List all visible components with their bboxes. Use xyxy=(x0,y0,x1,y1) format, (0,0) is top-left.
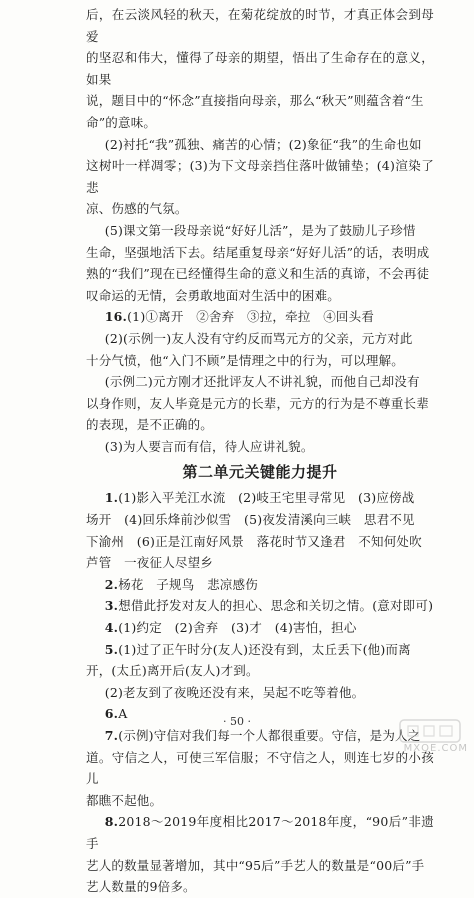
text-line: 生命，坚强地活下去。结尾重复母亲“好好儿活”的话，表明成 xyxy=(86,244,430,260)
text-line: 开，(太丘)离开后(友人)才到。 xyxy=(86,663,259,679)
text-line xyxy=(86,574,434,596)
answer-text: 想借此抒发对友人的担心、思念和关切之情。(意对即可) xyxy=(118,598,434,614)
text-line: 芦管 一夜征人尽望乡 xyxy=(86,555,214,571)
page-number: · 50 · xyxy=(223,715,251,728)
answer-block-unit-one xyxy=(86,4,434,457)
text-line: (3)为人要言而有信，待人应讲礼貌。 xyxy=(104,438,314,454)
text-line xyxy=(86,595,434,617)
text-line: 凉、伤感的气氛。 xyxy=(86,201,188,217)
question-number: 8. xyxy=(104,814,119,830)
text-line: 这树叶一样凋零；(3)为下文母亲挡住落叶做铺垫；(4)渲染了悲 xyxy=(86,158,434,195)
question-number: 7. xyxy=(104,728,119,743)
answer-text: 杨花 子规鸟 悲凉感伤 xyxy=(118,576,258,592)
watermark-logo xyxy=(392,716,470,756)
answer-block-unit-two xyxy=(86,487,434,897)
answer-text: (1)①离开 ②舍弃 ③拉，牵拉 ④回头看 xyxy=(127,309,375,325)
text-line: 场开 (4)回乐烽前沙似雪 (5)夜发清溪向三峡 思君不见 xyxy=(86,512,415,528)
watermark-text: MXQE.COM xyxy=(403,743,468,754)
section-heading: 第二单元关键能力提升 xyxy=(182,463,338,482)
text-line xyxy=(86,639,434,661)
text-line: 后，在云淡风轻的秋天，在菊花绽放的时节，才真正体会到母爱 xyxy=(86,7,434,44)
question-number: 6. xyxy=(104,706,119,722)
text-line: 道。守信之人，可使三军信服；不守信之人，则连七岁的小孩儿 xyxy=(86,749,434,787)
text-line: 都瞧不起他。 xyxy=(86,792,163,808)
question-number: 5. xyxy=(104,641,119,657)
text-line: (2)衬托“我”孤独、痛苦的心情；(2)象征“我”的生命也如 xyxy=(104,136,422,152)
answer-text: 2018～2019年度相比2017～2018年度，“90后”非遗手 xyxy=(86,814,434,851)
text-line: (2)(示例一)友人没有守约反而骂元方的父亲，元方对此 xyxy=(104,330,413,346)
text-line: 以身作则，友人毕竟是元方的长辈，元方的行为是不尊重长辈 xyxy=(86,395,429,411)
text-line xyxy=(86,617,434,639)
text-line: (示例二)元方刚才还批评友人不讲礼貌，而他自己却没有 xyxy=(104,374,420,390)
text-line: 下渝州 (6)正是江南好风景 落花时节又逢君 不知何处吹 xyxy=(86,533,422,549)
text-line: (5)课文第一段母亲说“好好儿活”，是为了鼓励儿子珍惜 xyxy=(104,222,416,238)
text-line: 十分气愤，他“入门不顾”是情理之中的行为，可以理解。 xyxy=(86,352,404,368)
answer-text: (1)约定 (2)舍弃 (3)才 (4)害怕，担心 xyxy=(118,620,357,636)
text-line: 叹命运的无情，会勇敢地面对生活中的困难。 xyxy=(86,287,341,303)
text-line: 熟的“我们”现在已经懂得生命的意义和生活的真谛，不会再徒 xyxy=(86,266,430,282)
answer-text: (1)影入平羌江水流 (2)岐王宅里寻常见 (3)应傍战 xyxy=(118,490,415,506)
answer-text: A xyxy=(118,706,128,722)
text-line xyxy=(86,306,434,328)
text-line: (2)老友到了夜晚还没有来，吴起不吃等着他。 xyxy=(104,684,365,700)
text-line xyxy=(86,725,434,747)
question-number: 4. xyxy=(104,620,119,636)
answer-text: (1)过了正午时分(友人)还没有到，太丘丢下(他)而离 xyxy=(118,641,411,657)
text-line xyxy=(86,811,434,854)
text-line: 的坚忍和伟大，懂得了母亲的期望，悟出了生命存在的意义，如果 xyxy=(86,50,434,87)
text-line: 说，题目中的“怀念”直接指向母亲，那么“秋天”则蕴含着“生 xyxy=(86,93,424,109)
question-number: 3. xyxy=(104,598,119,614)
question-number: 1. xyxy=(104,490,119,506)
text-line: 命”的意味。 xyxy=(86,114,157,130)
text-line: 艺人的数量显著增加，其中“95后”手艺人的数量是“00后”手 xyxy=(86,857,425,873)
text-line: 的表现，是不正确的。 xyxy=(86,417,214,433)
text-line: 艺人数量的9倍多。 xyxy=(86,879,196,895)
question-number: 2. xyxy=(104,576,119,592)
answer-text: (示例)守信对我们每一个人都很重要。守信，是为人之 xyxy=(118,728,421,743)
question-number: 16. xyxy=(104,309,128,325)
text-line xyxy=(86,487,434,509)
